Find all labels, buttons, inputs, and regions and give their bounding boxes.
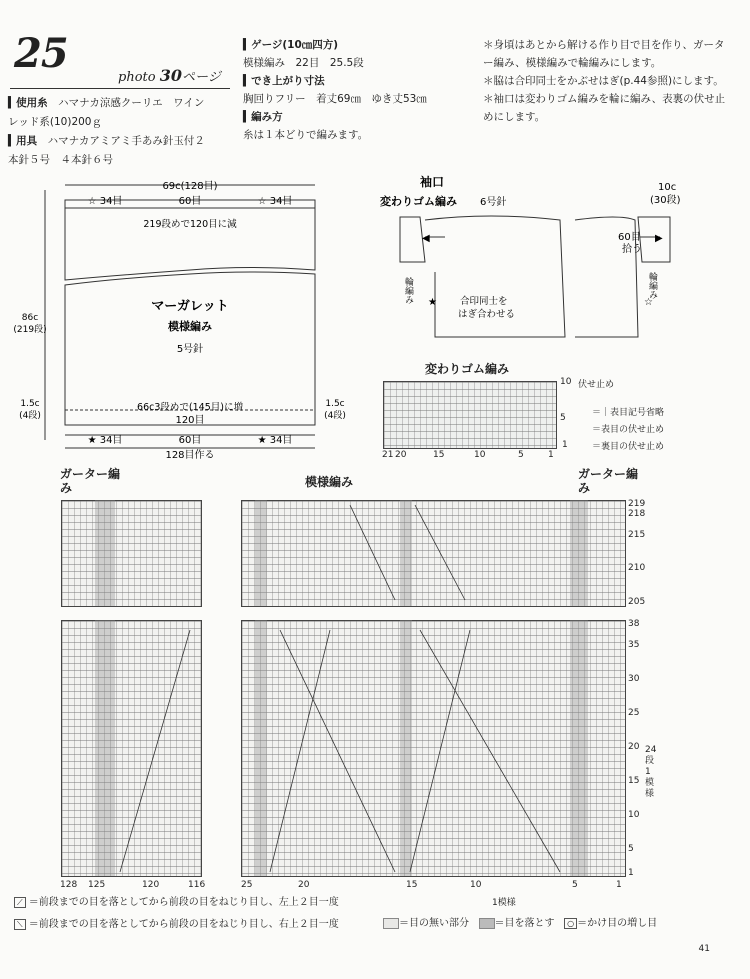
hem-left-rows: (4段): [19, 411, 41, 421]
hem-right: 1.5c: [325, 399, 345, 409]
rib-col-label: 10: [474, 450, 486, 460]
increase-note: 66c3段めで(145目)に増: [137, 402, 243, 413]
row-label: 219: [628, 499, 646, 509]
row-label: 15: [628, 776, 640, 786]
row-label: 210: [628, 563, 646, 573]
yarn-text: ハマナカ涼感クーリエ ワイン: [58, 97, 205, 109]
row-label: 38: [628, 619, 640, 629]
col-label: 120: [142, 880, 160, 890]
diagonal: [420, 630, 560, 872]
body-stitch: 模様編み: [168, 320, 212, 333]
rib-col-label: 5: [518, 450, 524, 460]
diagonal: [410, 630, 470, 872]
legend-yarn-over: ＝かけ目の増し目: [577, 918, 658, 929]
col-label: 10: [470, 880, 482, 890]
star-mark: ★: [428, 297, 437, 308]
hem-right-rows: (4段): [324, 411, 346, 421]
hem-left: 1.5c: [20, 399, 40, 409]
rib-col-label: 1: [548, 450, 554, 460]
sleeve-subtitle: 変わりゴム編み: [380, 195, 457, 208]
yarn-label: 使用糸: [16, 97, 48, 109]
size-text: 胸回りフリー 着丈69㎝ ゆき丈53㎝: [243, 93, 427, 105]
note-item: ＊身頃はあとから解ける作り目で目を作り、ガーター編み、模様編みで輪編みにします。: [483, 39, 725, 69]
tools-text-2: 本針５号 ４本針６号: [8, 154, 113, 166]
col-label: 20: [298, 880, 310, 890]
bottom-left: ★ 34目: [87, 435, 123, 446]
row-label: 218: [628, 509, 646, 519]
legend-no-stitch: ＝目の無い部分: [399, 918, 469, 929]
diagonal: [415, 505, 465, 600]
bottom-mid: 60目: [178, 435, 202, 446]
stitch-legend: ⟋ ＝前段までの目を落としてから前段の目をねじり目し、左上２目一度 ⟍ ＝前段までの目を落としてから前段の目をねじり目し、右上２目一度: [14, 892, 339, 936]
rib-legend-item: ＝表目の伏せ止め: [592, 425, 665, 435]
sleeve-width: 10c: [658, 182, 677, 193]
note-item: ＊脇は合印同士をかぶせはぎ(p.44参照)にします。: [483, 75, 724, 87]
col-label: 128: [60, 880, 78, 890]
drop-swatch: [479, 918, 495, 929]
garter-left-label: ガーター編み: [60, 467, 121, 495]
note-item: ＊袖口は変わりゴム編みを輪に編み、表裏の伏せ止めにします。: [483, 93, 726, 123]
round-label-left: 輪編み: [403, 277, 413, 304]
sleeve-title: 袖口: [420, 175, 445, 189]
height-rows: (219段): [13, 325, 47, 335]
pickup-2: 拾う: [622, 244, 642, 255]
legend-left-dec: ＝前段までの目を落としてから前段の目をねじり目し、左上２目一度: [28, 897, 339, 908]
rib-col-label: 15: [433, 450, 445, 460]
row-label: 215: [628, 530, 646, 540]
pickup-1: 60目: [618, 232, 641, 243]
col-label: 116: [188, 880, 206, 890]
photo-ref: photo 30ページ: [118, 66, 221, 85]
method-text: 糸は１本どりで編みます。: [243, 129, 369, 141]
sleeve-rows: (30段): [650, 195, 681, 206]
garter-right-label: ガーター編み: [578, 467, 639, 495]
row-label: 30: [628, 674, 640, 684]
yarn-over-icon: ○: [564, 918, 577, 929]
rib-row-label: 5: [560, 413, 566, 423]
bind-off-label: 伏せ止め: [578, 380, 615, 390]
legend-drop: ＝目を落とす: [494, 918, 555, 929]
row-label: 205: [628, 597, 646, 607]
body-title: マーガレット: [151, 299, 229, 314]
legend-right-dec: ＝前段までの目を落としてから前段の目をねじり目し、右上２目一度: [28, 919, 339, 930]
match-note-2: はぎ合わせる: [458, 309, 516, 320]
rib-chart-title: 変わりゴム編み: [425, 362, 510, 376]
gauge-label: ゲージ(10㎝四方): [251, 39, 339, 51]
page-number: 41: [698, 944, 710, 954]
dim-top-right: ☆ 34目: [257, 196, 293, 207]
materials-block: ▍使用糸 ハマナカ涼感クーリエ ワイン レッド系(10)200ｇ ▍用具 ハマナカアミアミ手あみ針玉付２ 本針５号 ４本針６号: [8, 94, 238, 170]
diagonal: [350, 505, 395, 600]
method-label: 編み方: [251, 111, 283, 123]
rib-col-label: 21: [382, 450, 394, 460]
row-label: 10: [628, 810, 640, 820]
repeat-label: 1模様: [492, 898, 516, 908]
bottom-120: 120目: [175, 415, 205, 426]
row-label: 5: [628, 844, 634, 854]
diagonal: [270, 630, 330, 872]
col-label: 15: [406, 880, 418, 890]
cast-on: 128目作る: [165, 450, 215, 461]
dim-top-mid: 60目: [178, 196, 202, 207]
round-label-right: 輪編み: [647, 272, 657, 299]
height-dim: 86c: [21, 313, 39, 323]
col-label: 25: [241, 880, 253, 890]
sleeve-needle: 6号針: [480, 197, 507, 208]
match-note-1: 合印同士を: [460, 296, 508, 307]
col-label: 5: [572, 880, 578, 890]
diagonal: [120, 630, 190, 872]
row-label: 20: [628, 742, 640, 752]
rib-legend-item: ＝裏目の伏せ止め: [592, 442, 665, 452]
rib-row-label: 1: [562, 440, 568, 450]
star-mark: ☆: [644, 297, 653, 308]
size-label: でき上がり寸法: [251, 75, 325, 87]
row-label: 25: [628, 708, 640, 718]
row-label: 35: [628, 640, 640, 650]
dim-top-left: ☆ 34目: [87, 196, 123, 207]
col-label: 125: [88, 880, 106, 890]
body-needle: 5号針: [176, 344, 204, 355]
no-stitch-swatch: [383, 918, 399, 929]
rib-legend-item: ＝｜表目記号省略: [592, 408, 665, 418]
decrease-note: 219段めで120目に減: [143, 219, 237, 230]
bottom-right: ★ 34目: [257, 435, 293, 446]
col-label: 1: [616, 880, 622, 890]
specs-block: ▍ゲージ(10㎝四方) 模様編み 22目 25.5段 ▍でき上がり寸法 胸回りフリー 着丈69㎝ ゆき丈53㎝ ▍編み方 糸は１本どりで編みます。: [243, 36, 473, 144]
rib-col-label: 20: [395, 450, 407, 460]
tools-text: ハマナカアミアミ手あみ針玉付２: [47, 135, 205, 147]
dim-top-total: 69c(128目): [162, 181, 218, 192]
arrow-left: ◀: [422, 233, 430, 244]
arrow-right: ▶: [655, 233, 663, 244]
row-label: 1: [628, 868, 634, 878]
gauge-text: 模様編み 22目 25.5段: [243, 57, 364, 69]
tools-label: 用具: [16, 135, 38, 147]
diagonal: [280, 630, 395, 872]
pattern-label: 模様編み: [305, 475, 354, 489]
repeat-rows-label: 24段1模様: [645, 745, 657, 799]
pattern-number: 25: [14, 30, 68, 77]
chart-key: [383, 914, 657, 929]
rib-row-label: 10: [560, 377, 572, 387]
yarn-text-2: レッド系(10)200ｇ: [8, 116, 102, 128]
